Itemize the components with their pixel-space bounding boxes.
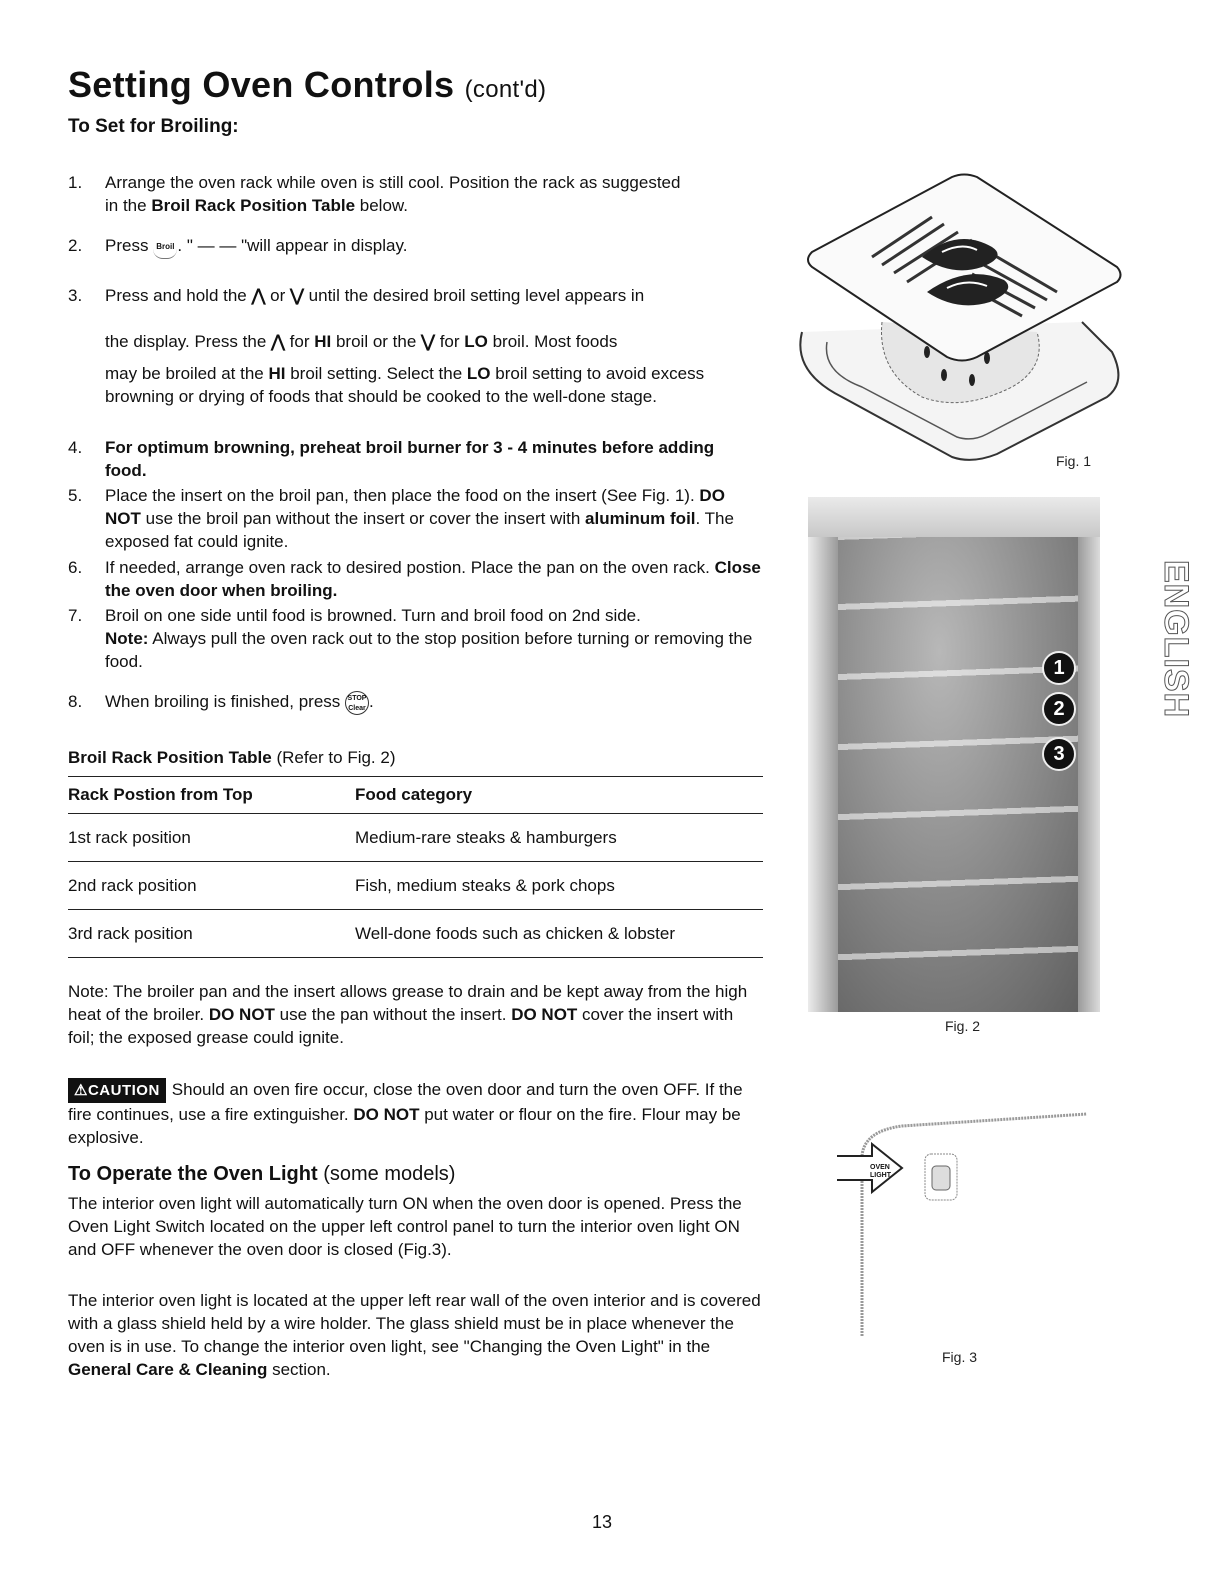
light-heading-sub: (some models): [317, 1163, 456, 1185]
step-text: .: [369, 692, 374, 711]
step-bold: Note:: [105, 629, 149, 648]
step-text: . " — — "will appear in display.: [177, 236, 408, 255]
oven-light-switch-illustration: [832, 1106, 1092, 1342]
step-text: Always pull the oven rack out to the stop position before turning or removing the food.: [105, 629, 753, 671]
light-paragraph-1: The interior oven light will automatically turn ON when the oven door is opened. Press the Oven Light Switch located on the upper left control panel to turn the interior oven light ON and OFF whenever the oven door is closed (Fig.3).: [68, 1194, 742, 1259]
step-number: 3.: [68, 286, 83, 305]
light-text: The interior oven light is located at the upper left rear wall of the oven interior and is covered with a glass shield held by a wire holder. The glass shield must be in place whenever the oven is in use. To change the interior oven light, see "Changing the Oven Light" in the: [68, 1291, 761, 1356]
caution-paragraph: [68, 1078, 763, 1149]
note-text: use the pan without the insert.: [274, 1005, 512, 1024]
page-title-main: Setting Oven Controls: [68, 64, 455, 105]
step-text: Press: [105, 236, 154, 255]
table-cell: 2nd rack position: [68, 875, 197, 895]
step-text: broil setting. Select the: [285, 364, 467, 383]
step-number: 7.: [68, 606, 83, 625]
step-text: Broil on one side until food is browned. Turn and broil food on 2nd side.: [105, 606, 641, 625]
step-text: for: [434, 332, 465, 351]
step-bold: LO: [464, 332, 488, 351]
light-text: section.: [267, 1360, 331, 1379]
down-arrow-icon: ⋁: [421, 332, 435, 351]
note-paragraph: [68, 980, 758, 1049]
table-header: Rack Postion from Top: [68, 785, 253, 804]
step-text: the display. Press the: [105, 332, 271, 351]
table-cell: 1st rack position: [68, 827, 191, 847]
fig-1-label: Fig. 1: [1056, 453, 1092, 469]
step-text: use the broil pan without the insert or cover the insert with: [140, 509, 586, 528]
step-bold: Close the oven door when broiling.: [105, 558, 761, 600]
page-title: [68, 64, 546, 106]
step-bold: HI: [268, 364, 286, 383]
step-text: Arrange the oven rack while oven is still cool. Position the rack as suggested in the: [105, 173, 681, 215]
table-cell: Fish, medium steaks & pork chops: [355, 875, 615, 895]
light-heading: [68, 1163, 455, 1186]
step-bold: Broil Rack Position Table: [151, 196, 356, 215]
step-bold: DO NOT: [105, 486, 725, 528]
step-number: 6.: [68, 558, 83, 577]
table-caption: [68, 746, 396, 769]
broil-heading: To Set for Broiling:: [68, 116, 239, 137]
table-header-row: [68, 777, 763, 814]
step-text: Press and hold the: [105, 286, 252, 305]
step-text: If needed, arrange oven rack to desired postion. Place the pan on the oven rack.: [105, 558, 715, 577]
down-arrow-icon: ⋁: [290, 286, 304, 305]
step-bold: aluminum foil: [585, 509, 696, 528]
light-bold: General Care & Cleaning: [68, 1360, 268, 1379]
step-number: 4.: [68, 438, 83, 457]
broil-pan-illustration: [782, 172, 1127, 472]
caution-text: put water or flour on the fire. Flour may be explosive.: [68, 1105, 741, 1147]
table-caption-rest: (Refer to Fig. 2): [271, 748, 396, 767]
step-text: until the desired broil setting level appears in: [303, 286, 645, 305]
broil-button-icon: Broil: [153, 235, 177, 259]
language-side-tab: ENGLISH: [1157, 560, 1195, 719]
caution-badge: [68, 1078, 166, 1103]
clear-label: Clear: [348, 704, 366, 712]
step-text: below.: [355, 196, 408, 215]
note-text: Note: The broiler pan and the insert allows grease to drain and be kept away from the high heat of the broiler.: [68, 982, 748, 1024]
step-number: 8.: [68, 692, 83, 711]
page-title-sub: (cont'd): [464, 76, 547, 103]
page-number: 13: [592, 1512, 613, 1532]
light-heading-main: To Operate the Oven Light: [68, 1163, 318, 1185]
note-bold: DO NOT: [511, 1005, 578, 1024]
table-cell: Medium-rare steaks & hamburgers: [355, 827, 617, 847]
step-text: When broiling is finished, press: [105, 692, 346, 711]
step-text: . The exposed fat could ignite.: [105, 509, 734, 551]
rack-position-2-marker: 2: [1042, 692, 1076, 726]
stop-clear-button-icon: [345, 691, 369, 715]
fig-3-label: Fig. 3: [942, 1349, 978, 1365]
caution-text: Should an oven fire occur, close the oven door and turn the oven OFF. If the fire continues, use a fire extinguisher.: [68, 1080, 743, 1124]
fig-2-label: Fig. 2: [945, 1018, 981, 1034]
oven-right-wall: [1078, 537, 1100, 1012]
step-text: broil or the: [331, 332, 422, 351]
table-row: [68, 862, 763, 910]
step-text: Place the insert on the broil pan, then place the food on the insert (See Fig. 1).: [105, 486, 700, 505]
step-text: for: [284, 332, 315, 351]
oven-interior-photo: [808, 497, 1100, 1012]
up-arrow-icon: ⋀: [251, 286, 266, 305]
warning-icon: ⚠: [74, 1082, 88, 1099]
table-row: [68, 814, 763, 862]
table-row: [68, 910, 763, 958]
note-bold: DO NOT: [208, 1005, 275, 1024]
stop-label: STOP: [347, 694, 367, 702]
up-arrow-icon: ⋀: [271, 332, 285, 351]
step-number: 1.: [68, 173, 83, 192]
rack-position-3-marker: 3: [1042, 737, 1076, 771]
table-header: Food category: [355, 785, 473, 804]
step-text: or: [265, 286, 290, 305]
rack-position-1-marker: 1: [1042, 651, 1076, 685]
step-text: broil. Most foods: [487, 332, 618, 351]
note-text: cover the insert with foil; the exposed grease could ignite.: [68, 1005, 734, 1047]
light-paragraph-2: [68, 1289, 763, 1381]
step-number: 5.: [68, 486, 83, 505]
table-cell: Well-done foods such as chicken & lobster: [355, 923, 676, 943]
broil-rack-table: [68, 776, 763, 958]
step-number: 2.: [68, 236, 83, 255]
oven-left-wall: [808, 537, 838, 1012]
caution-bold: DO NOT: [353, 1105, 420, 1124]
oven-light-button-label: OVEN LIGHT: [870, 1164, 891, 1179]
step-bold: For optimum browning, preheat broil burner for 3 - 4 minutes before adding food.: [105, 438, 715, 480]
table-caption-bold: Broil Rack Position Table: [68, 748, 272, 767]
step-text: broil setting to avoid excess browning or drying of foods that should be cooked to the well-done stage.: [105, 364, 705, 406]
step-bold: HI: [314, 332, 332, 351]
caution-badge-label: CAUTION: [87, 1082, 160, 1099]
oven-ceiling: [808, 497, 1100, 537]
table-cell: 3rd rack position: [68, 923, 193, 943]
step-bold: LO: [466, 364, 491, 383]
step-text: may be broiled at the: [105, 364, 269, 383]
